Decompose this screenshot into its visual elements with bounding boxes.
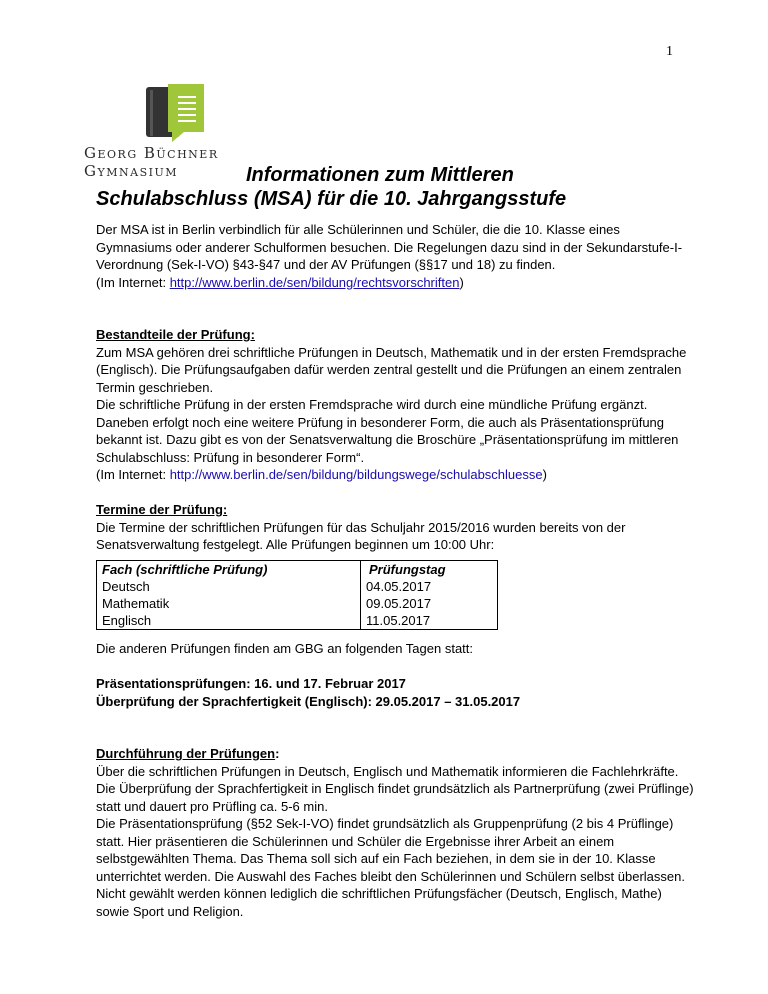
durchfuehrung-paragraph-2: Die Überprüfung der Sprachfertigkeit in Englisch findet grundsätzlich als Partnerprüfung (zwei Prüflinge) statt und dauert pro Prüfling ca. 5-6 min. — [96, 781, 694, 814]
durchfuehrung-paragraph-1: Über die schriftlichen Prüfungen in Deutsch, Englisch und Mathematik informieren die Fachlehrkräfte. — [96, 763, 679, 779]
table-cell-subject: Englisch — [97, 612, 361, 630]
intro-paragraph: Der MSA ist in Berlin verbindlich für alle Schülerinnen und Schüler, die die 10. Klasse eines Gymnasiums oder anderer Schulformen besuchen. Die Regelungen dazu sind in der Sekundarstufe-I-Verordnung (Sek-I-VO) §43-§47 und der AV Prüfungen (§§17 und 18) zu finden. — [96, 222, 683, 272]
durchfuehrung-paragraph-3: Die Präsentationsprüfung (§52 Sek-I-VO) findet grundsätzlich als Gruppenprüfung (2 bis 4 Prüflinge) statt. Hier präsentieren die Schülerinnen und Schüler die Ergebnisse ihrer Arbeit an einem selbstgewählten Thema. Das Thema soll sich auf ein Fach beziehen, in dem sie in der 10. Klasse unterrichtet werden. Die Auswahl des Faches bleibt den Schülerinnen und Schülern selbst überlassen. Nicht gewählt werden können lediglich die schriftlichen Prüfungsfächer (Deutsch, Englisch, Mathe) sowie Sport und Religion. — [96, 816, 685, 919]
intro-link-line: (Im Internet: http://www.berlin.de/sen/bildung/rechtsvorschriften) — [96, 274, 464, 290]
bestandteile-heading: Bestandteile der Prüfung: — [96, 327, 255, 342]
sprachfertigkeit-dates: Überprüfung der Sprachfertigkeit (Englisch): 29.05.2017 – 31.05.2017 — [96, 693, 521, 709]
intro-section — [96, 221, 696, 291]
durchfuehrung-heading: Durchführung der Prüfungen: — [96, 746, 280, 761]
title-line-2: Schulabschluss (MSA) für die 10. Jahrgangsstufe — [96, 188, 567, 210]
bestandteile-paragraph-1: Zum MSA gehören drei schriftliche Prüfungen in Deutsch, Mathematik und in der ersten Fremdsprache (Englisch). Die Prüfungsaufgaben dafür werden zentral gestellt und die Prüfungen an einem zentralen Termin geschrieben. — [96, 344, 687, 395]
table-cell-subject: Deutsch — [97, 578, 361, 595]
praesentation-dates: Präsentationsprüfungen: 16. und 17. Februar 2017 — [96, 676, 406, 691]
other-exam-dates — [96, 675, 696, 710]
table-cell-date: 09.05.2017 — [361, 595, 498, 612]
document-title — [96, 163, 696, 211]
bestandteile-section — [96, 326, 696, 484]
bestandteile-paragraph-2: Die schriftliche Prüfung in der ersten Fremdsprache wird durch eine mündliche Prüfung ergänzt. Daneben erfolgt noch eine weitere Prüfung in besonderer Form, die auch als Präsentationsprüfung bekannt ist. Dazu gibt es von der Senatsverwaltung die Broschüre „Präsentationsprüfung im mittleren Schulabschluss: Prüfung in besonderer Form“. — [96, 397, 679, 465]
table-header-row — [97, 561, 498, 579]
table-row — [97, 578, 498, 595]
termine-heading: Termine der Prüfung: — [96, 502, 228, 517]
durchfuehrung-section — [96, 745, 696, 920]
rechtsvorschriften-link[interactable]: http://www.berlin.de/sen/bildung/rechtsvorschriften — [169, 274, 460, 290]
book-icon — [142, 84, 208, 144]
table-cell-subject: Mathematik — [97, 595, 361, 612]
table-row — [97, 595, 498, 612]
termine-section — [96, 501, 696, 554]
other-exams-text: Die anderen Prüfungen finden am GBG an folgenden Tagen statt: — [96, 641, 474, 656]
school-name: Georg Büchner Gymnasium — [84, 144, 219, 180]
title-line-1: Informationen zum Mittleren — [246, 164, 514, 186]
schulabschluesse-link[interactable]: http://www.berlin.de/sen/bildung/bildungswege/schulabschluesse — [169, 467, 543, 482]
table-row — [97, 612, 498, 630]
exam-dates-table — [96, 560, 498, 630]
table-cell-date: 11.05.2017 — [361, 612, 498, 630]
table-cell-date: 04.05.2017 — [361, 578, 498, 595]
table-header-subject: Fach (schriftliche Prüfung) — [97, 561, 361, 579]
school-logo — [84, 84, 255, 180]
table-header-date: Prüfungstag — [361, 561, 498, 579]
page-number: 1 — [666, 44, 673, 59]
bestandteile-link-line: (Im Internet: http://www.berlin.de/sen/bildung/bildungswege/schulabschluesse) — [96, 467, 547, 482]
termine-paragraph: Die Termine der schriftlichen Prüfungen für das Schuljahr 2015/2016 wurden bereits von der Senatsverwaltung festgelegt. Alle Prüfungen beginnen um 10:00 Uhr: — [96, 519, 626, 552]
